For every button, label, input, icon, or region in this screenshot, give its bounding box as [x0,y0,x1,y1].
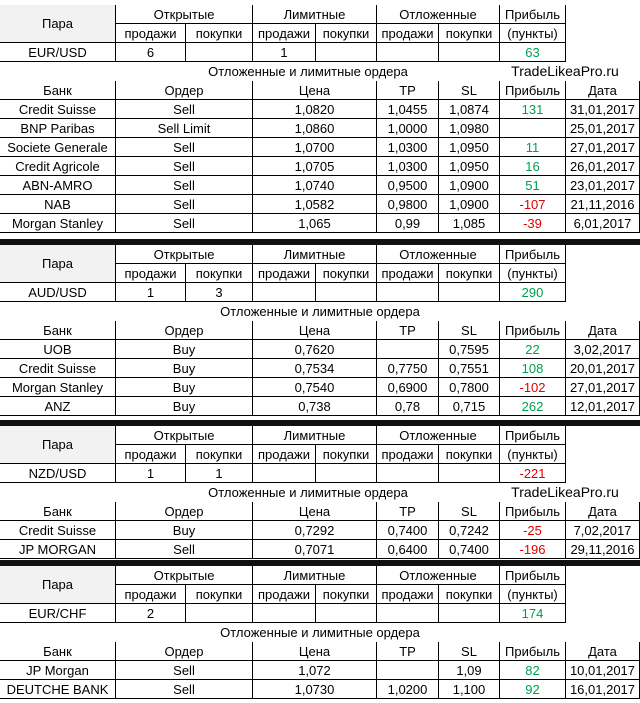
order-price: 0,7534 [253,359,377,378]
order-date: 12,01,2017 [566,397,640,416]
limit-sell-header: продажи [253,445,316,464]
limit-sell-header: продажи [253,264,316,283]
profit-header: Прибыль [500,321,566,340]
order-profit: 92 [500,680,566,699]
order-bank: DEUTCHE BANK [0,680,116,699]
pair-profit: 63 [500,43,566,62]
order-sl: 0,7595 [439,340,500,359]
order-tp: 0,7400 [377,521,439,540]
date-header: Дата [566,321,640,340]
order-bank: Credit Suisse [0,359,116,378]
price-header: Цена [253,642,377,661]
open-header: Открытые [116,5,253,24]
tp-header: TP [377,642,439,661]
orders-caption: Отложенные и лимитные ордера [208,64,408,79]
open-buy-header: покупки [186,24,253,43]
price-header: Цена [253,81,377,100]
orders-caption: Отложенные и лимитные ордера [208,485,408,500]
pair-profit: 290 [500,283,566,302]
pending-buy-count [439,283,500,302]
order-row [0,521,640,540]
order-type: Sell [116,540,253,559]
order-type: Sell [116,661,253,680]
order-bank: NAB [0,195,116,214]
pending-header: Отложенные [377,245,500,264]
limit-buy-count [316,464,377,483]
order-sl: 1,085 [439,214,500,233]
pending-sell-header: продажи [377,445,439,464]
order-sl: 1,100 [439,680,500,699]
order-header: Ордер [116,502,253,521]
limit-buy-count [316,43,377,62]
open-sell-header: продажи [116,585,186,604]
order-tp: 0,7750 [377,359,439,378]
order-tp [377,661,439,680]
pair-subheader-row [0,585,640,604]
order-price: 0,738 [253,397,377,416]
pair-name: EUR/USD [0,43,116,62]
pair-header: Пара [0,426,116,464]
order-tp: 0,9800 [377,195,439,214]
order-date: 27,01,2017 [566,378,640,397]
profit-points-header: (пункты) [500,445,566,464]
order-price: 1,0582 [253,195,377,214]
limit-buy-header: покупки [316,585,377,604]
pair-name: AUD/USD [0,283,116,302]
order-price: 1,0740 [253,176,377,195]
open-buy-header: покупки [186,264,253,283]
price-header: Цена [253,502,377,521]
order-profit: 22 [500,340,566,359]
pair-name: EUR/CHF [0,604,116,623]
order-type: Sell [116,157,253,176]
pending-header: Отложенные [377,5,500,24]
order-sl: 1,0900 [439,176,500,195]
profit-header: Прибыль [500,502,566,521]
order-header: Ордер [116,81,253,100]
limit-sell-count: 1 [253,43,316,62]
order-bank: Morgan Stanley [0,214,116,233]
order-tp [377,340,439,359]
order-row [0,100,640,119]
order-price: 1,072 [253,661,377,680]
order-type: Sell [116,214,253,233]
order-date: 31,01,2017 [566,100,640,119]
date-header: Дата [566,642,640,661]
pending-buy-count [439,464,500,483]
pending-sell-header: продажи [377,585,439,604]
order-type: Sell [116,195,253,214]
order-row [0,359,640,378]
pending-buy-header: покупки [439,445,500,464]
pending-header: Отложенные [377,566,500,585]
pending-sell-count [377,43,439,62]
order-header: Ордер [116,321,253,340]
tp-header: TP [377,321,439,340]
bank-header: Банк [0,642,116,661]
order-sl: 1,0950 [439,157,500,176]
order-profit: 16 [500,157,566,176]
order-row [0,176,640,195]
order-row [0,680,640,699]
pending-sell-count [377,604,439,623]
order-bank: ANZ [0,397,116,416]
date-header: Дата [566,81,640,100]
profit-points-header: (пункты) [500,585,566,604]
open-buy-header: покупки [186,445,253,464]
order-row [0,214,640,233]
order-date: 23,01,2017 [566,176,640,195]
order-bank: BNP Paribas [0,119,116,138]
order-profit: -196 [500,540,566,559]
limit-buy-count [316,604,377,623]
site-name: TradeLikeaPro.ru [511,484,619,500]
order-price: 1,0820 [253,100,377,119]
pair-profit: -221 [500,464,566,483]
order-sl: 1,0980 [439,119,500,138]
order-type: Buy [116,397,253,416]
order-profit: -39 [500,214,566,233]
profit-points-header: (пункты) [500,24,566,43]
order-price: 1,0700 [253,138,377,157]
order-profit: -25 [500,521,566,540]
order-row [0,138,640,157]
order-tp: 0,6400 [377,540,439,559]
order-sl: 1,0874 [439,100,500,119]
limit-buy-header: покупки [316,264,377,283]
pending-buy-header: покупки [439,585,500,604]
order-tp: 1,0300 [377,157,439,176]
open-buy-count: 3 [186,283,253,302]
pair-header: Пара [0,245,116,283]
pair-name: NZD/USD [0,464,116,483]
pending-sell-header: продажи [377,264,439,283]
order-bank: JP Morgan [0,661,116,680]
order-date: 6,01,2017 [566,214,640,233]
order-bank: Credit Suisse [0,100,116,119]
order-type: Buy [116,359,253,378]
order-price: 1,0860 [253,119,377,138]
orders-header-row [0,642,640,661]
orders-caption-row [0,62,640,81]
limit-sell-header: продажи [253,24,316,43]
order-price: 1,065 [253,214,377,233]
order-row [0,661,640,680]
sl-header: SL [439,321,500,340]
limit-sell-count [253,283,316,302]
pair-header: Пара [0,566,116,604]
profit-header: Прибыль [500,566,566,585]
pair-profit: 174 [500,604,566,623]
order-type: Buy [116,521,253,540]
open-header: Открытые [116,245,253,264]
order-bank: ABN-AMRO [0,176,116,195]
limit-header: Лимитные [253,426,377,445]
order-type: Sell [116,138,253,157]
tp-header: TP [377,502,439,521]
order-profit: 11 [500,138,566,157]
pair-header-row [0,5,640,31]
order-bank: Credit Suisse [0,521,116,540]
pair-summary-row [0,604,640,623]
price-header: Цена [253,321,377,340]
order-date: 21,11,2016 [566,195,640,214]
orders-caption: Отложенные и лимитные ордера [220,625,420,640]
profit-header: Прибыль [500,5,566,24]
open-buy-count: 1 [186,464,253,483]
order-price: 0,7620 [253,340,377,359]
order-date: 10,01,2017 [566,661,640,680]
bank-header: Банк [0,321,116,340]
limit-sell-count [253,464,316,483]
order-profit [500,119,566,138]
order-type: Buy [116,340,253,359]
pair-subheader-row [0,264,640,283]
order-tp: 1,0300 [377,138,439,157]
profit-header: Прибыль [500,245,566,264]
orders-caption-row [0,483,640,502]
open-header: Открытые [116,426,253,445]
order-row [0,119,640,138]
order-date: 25,01,2017 [566,119,640,138]
pending-header: Отложенные [377,426,500,445]
open-sell-count: 6 [116,43,186,62]
open-buy-header: покупки [186,585,253,604]
order-bank: Societe Generale [0,138,116,157]
orders-header-row [0,502,640,521]
limit-header: Лимитные [253,245,377,264]
order-sl: 0,7400 [439,540,500,559]
order-row [0,195,640,214]
order-profit: 82 [500,661,566,680]
limit-sell-header: продажи [253,585,316,604]
order-tp: 0,99 [377,214,439,233]
order-date: 16,01,2017 [566,680,640,699]
limit-header: Лимитные [253,566,377,585]
profit-points-header: (пункты) [500,264,566,283]
pair-summary-row [0,43,640,62]
order-row [0,157,640,176]
order-profit: 131 [500,100,566,119]
order-tp: 0,6900 [377,378,439,397]
orders-caption-row [0,302,640,321]
order-bank: UOB [0,340,116,359]
order-bank: Morgan Stanley [0,378,116,397]
profit-header: Прибыль [500,81,566,100]
sl-header: SL [439,502,500,521]
pending-buy-count [439,604,500,623]
profit-header: Прибыль [500,426,566,445]
order-row [0,378,640,397]
order-profit: 51 [500,176,566,195]
order-price: 0,7540 [253,378,377,397]
order-tp: 1,0000 [377,119,439,138]
open-sell-header: продажи [116,445,186,464]
pending-sell-count [377,464,439,483]
order-type: Sell [116,100,253,119]
order-date: 27,01,2017 [566,138,640,157]
bank-header: Банк [0,502,116,521]
order-sl: 1,0950 [439,138,500,157]
pending-buy-header: покупки [439,24,500,43]
order-profit: -102 [500,378,566,397]
profit-header: Прибыль [500,642,566,661]
limit-sell-count [253,604,316,623]
open-sell-count: 1 [116,283,186,302]
order-row [0,540,640,559]
pair-summary-row [0,464,640,483]
pair-header-row [0,566,640,592]
order-tp: 0,9500 [377,176,439,195]
order-profit: 262 [500,397,566,416]
order-price: 0,7292 [253,521,377,540]
site-name: TradeLikeaPro.ru [511,63,619,79]
tp-header: TP [377,81,439,100]
bank-header: Банк [0,81,116,100]
limit-buy-header: покупки [316,445,377,464]
orders-caption: Отложенные и лимитные ордера [220,304,420,319]
open-sell-header: продажи [116,24,186,43]
order-profit: 108 [500,359,566,378]
order-date: 26,01,2017 [566,157,640,176]
order-date: 3,02,2017 [566,340,640,359]
pending-sell-header: продажи [377,24,439,43]
order-row [0,397,640,416]
open-sell-count: 1 [116,464,186,483]
open-sell-count: 2 [116,604,186,623]
sl-header: SL [439,642,500,661]
sl-header: SL [439,81,500,100]
limit-header: Лимитные [253,5,377,24]
pair-subheader-row [0,445,640,464]
open-buy-count [186,43,253,62]
pending-buy-header: покупки [439,264,500,283]
limit-buy-header: покупки [316,24,377,43]
order-tp: 1,0455 [377,100,439,119]
order-sl: 1,09 [439,661,500,680]
open-header: Открытые [116,566,253,585]
pair-subheader-row [0,24,640,43]
order-profit: -107 [500,195,566,214]
order-sl: 0,7800 [439,378,500,397]
order-type: Sell [116,680,253,699]
pair-header-row [0,245,640,271]
order-date: 20,01,2017 [566,359,640,378]
pending-buy-count [439,43,500,62]
order-price: 1,0705 [253,157,377,176]
pair-header: Пара [0,5,116,43]
order-tp: 1,0200 [377,680,439,699]
orders-header-row [0,321,640,340]
limit-buy-count [316,283,377,302]
order-sl: 0,715 [439,397,500,416]
order-type: Buy [116,378,253,397]
order-price: 0,7071 [253,540,377,559]
order-sl: 0,7551 [439,359,500,378]
pending-sell-count [377,283,439,302]
order-type: Sell Limit [116,119,253,138]
order-row [0,340,640,359]
order-type: Sell [116,176,253,195]
orders-header-row [0,81,640,100]
pair-header-row [0,426,640,452]
order-header: Ордер [116,642,253,661]
order-price: 1,0730 [253,680,377,699]
order-bank: JP MORGAN [0,540,116,559]
order-date: 7,02,2017 [566,521,640,540]
order-sl: 1,0900 [439,195,500,214]
date-header: Дата [566,502,640,521]
order-bank: Credit Agricole [0,157,116,176]
order-sl: 0,7242 [439,521,500,540]
orders-caption-row [0,623,640,642]
order-tp: 0,78 [377,397,439,416]
pair-summary-row [0,283,640,302]
order-date: 29,11,2016 [566,540,640,559]
open-sell-header: продажи [116,264,186,283]
open-buy-count [186,604,253,623]
